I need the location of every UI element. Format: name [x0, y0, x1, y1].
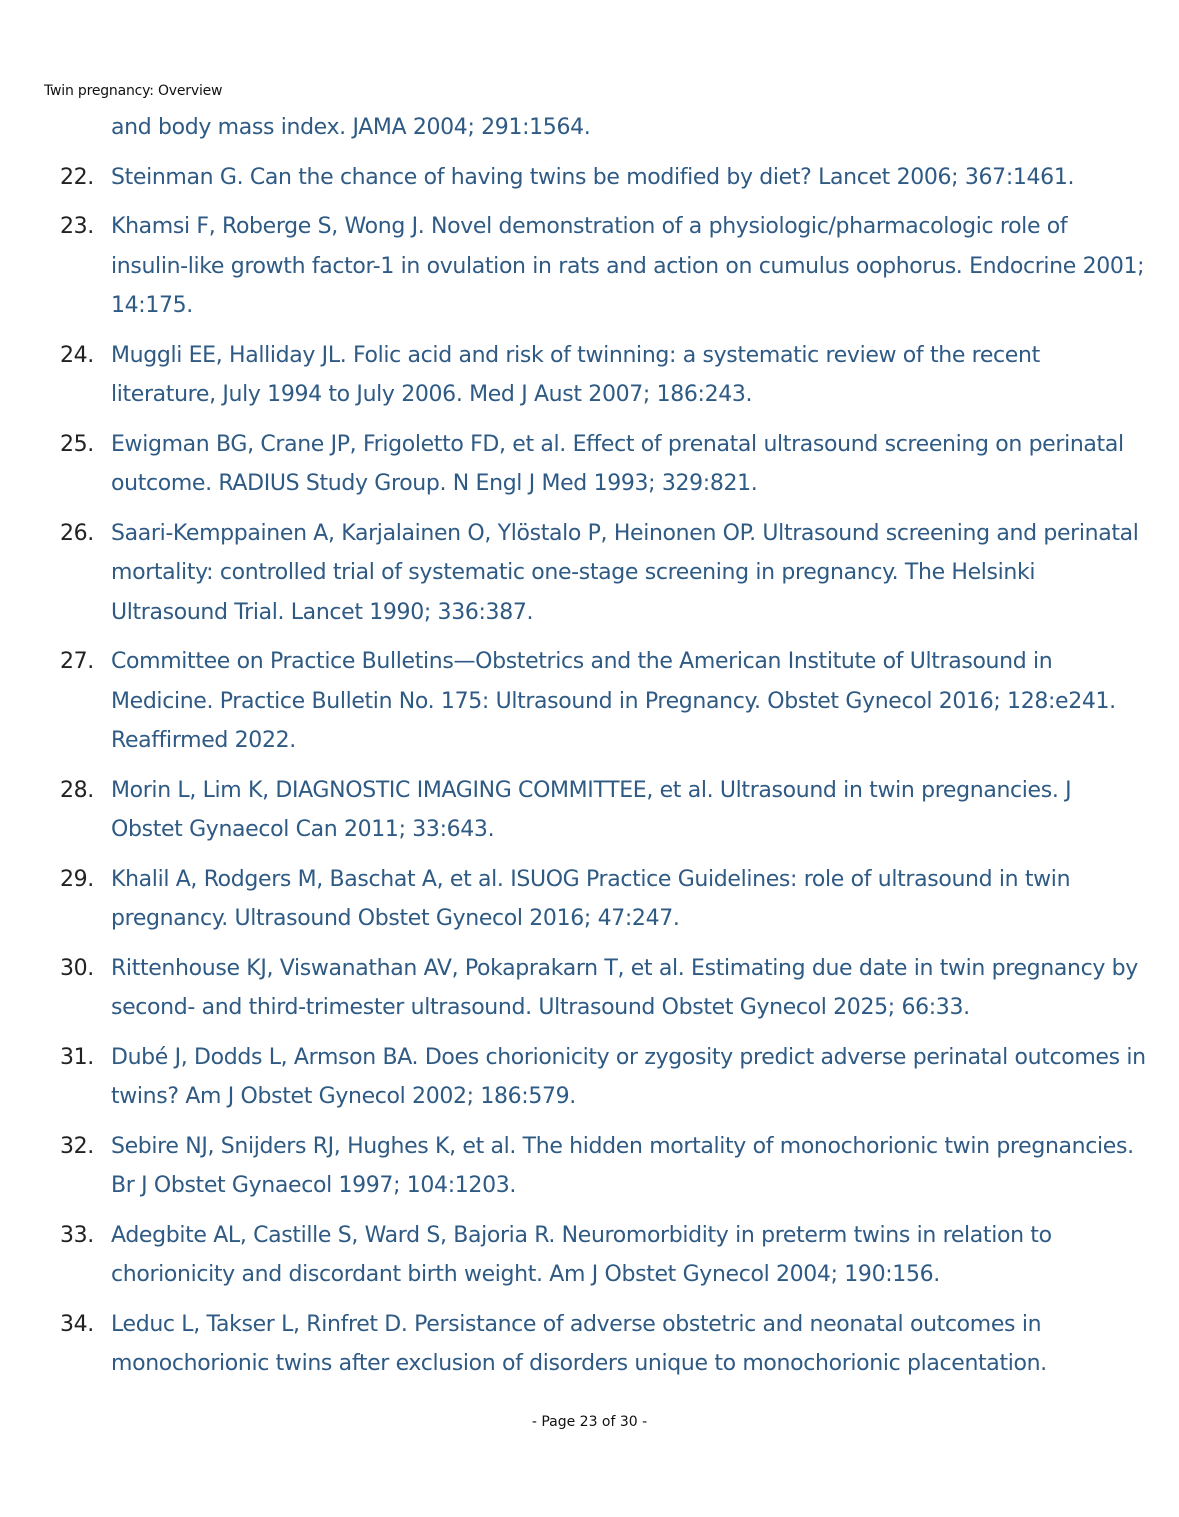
reference-link[interactable]: Morin L, Lim K, DIAGNOSTIC IMAGING COMMITTEE, et al. Ultrasound in twin pregnancies. J Obstet Gynaecol Can 2011; 33:643. — [111, 777, 1072, 842]
reference-list — [0, 108, 1179, 1394]
reference-number: 27. — [60, 649, 94, 674]
reference-link[interactable]: Steinman G. Can the chance of having twins be modified by diet? Lancet 2006; 367:1461. — [111, 164, 1075, 190]
reference-item — [0, 1127, 1179, 1206]
reference-number: 34. — [60, 1311, 94, 1337]
reference-link[interactable]: Khalil A, Rodgers M, Baschat A, et al. ISUOG Practice Guidelines: role of ultrasound in twin pregnancy. Ultrasound Obstet Gynecol 2016; 47:247. — [111, 866, 1071, 931]
reference-link[interactable]: Khamsi F, Roberge S, Wong J. Novel demonstration of a physiologic/pharmacologic role of insulin-like growth factor-1 in ovulation in rats and action on cumulus oophorus. Endocrine 2001; 14:175. — [111, 214, 1145, 318]
reference-number: 33. — [60, 1222, 94, 1248]
reference-link[interactable]: Committee on Practice Bulletins—Obstetrics and the American Institute of Ultrasound in Medicine. Practice Bulletin No. 175: Ultrasound in Pregnancy. Obstet Gynecol 2016; 128:e241. Reaffirmed 2022. — [111, 649, 1116, 753]
reference-number: 31. — [60, 1044, 94, 1070]
reference-number: 26. — [60, 520, 94, 546]
reference-item — [0, 425, 1179, 504]
running-header: Twin pregnancy: Overview — [44, 83, 223, 99]
reference-item — [0, 514, 1179, 633]
reference-item — [0, 1305, 1179, 1384]
reference-link[interactable]: Rittenhouse KJ, Viswanathan AV, Pokaprakarn T, et al. Estimating due date in twin pregnancy by second- and third-trimester ultrasound. Ultrasound Obstet Gynecol 2025; 66:33. — [111, 955, 1138, 1020]
reference-item — [0, 336, 1179, 415]
reference-number: 24. — [60, 342, 94, 368]
reference-link[interactable]: Dubé J, Dodds L, Armson BA. Does chorionicity or zygosity predict adverse perinatal outcomes in twins? Am J Obstet Gynecol 2002; 186:579. — [111, 1044, 1146, 1109]
reference-number: 23. — [60, 214, 94, 239]
reference-number: 25. — [60, 431, 94, 457]
reference-link[interactable]: Ewigman BG, Crane JP, Frigoletto FD, et al. Effect of prenatal ultrasound screening on perinatal outcome. RADIUS Study Group. N Engl J Med 1993; 329:821. — [111, 431, 1124, 496]
reference-number: 28. — [60, 777, 94, 803]
reference-link[interactable]: and body mass index. JAMA 2004; 291:1564. — [111, 115, 591, 140]
reference-item — [0, 642, 1179, 761]
reference-item — [0, 207, 1179, 326]
reference-number: 29. — [60, 866, 94, 892]
reference-number: 30. — [60, 955, 94, 981]
reference-link[interactable]: Sebire NJ, Snijders RJ, Hughes K, et al. The hidden mortality of monochorionic twin pregnancies. Br J Obstet Gynaecol 1997; 104:1203. — [111, 1133, 1134, 1198]
reference-item — [0, 949, 1179, 1028]
reference-item — [0, 860, 1179, 939]
reference-link[interactable]: Muggli EE, Halliday JL. Folic acid and risk of twinning: a systematic review of the recent literature, July 1994 to July 2006. Med J Aust 2007; 186:243. — [111, 342, 1040, 407]
reference-continuation — [0, 108, 1179, 148]
reference-link[interactable]: Adegbite AL, Castille S, Ward S, Bajoria R. Neuromorbidity in preterm twins in relation to chorionicity and discordant birth weight. Am J Obstet Gynecol 2004; 190:156. — [111, 1222, 1052, 1287]
reference-item — [0, 1216, 1179, 1295]
reference-item — [0, 771, 1179, 850]
reference-item — [0, 1038, 1179, 1117]
page-footer: - Page 23 of 30 - — [531, 1414, 648, 1430]
reference-link[interactable]: Leduc L, Takser L, Rinfret D. Persistance of adverse obstetric and neonatal outcomes in monochorionic twins after exclusion of disorders unique to monochorionic placentation. — [111, 1311, 1047, 1376]
reference-item — [0, 158, 1179, 198]
reference-link[interactable]: Saari-Kemppainen A, Karjalainen O, Ylöstalo P, Heinonen OP. Ultrasound screening and perinatal mortality: controlled trial of systematic one-stage screening in pregnancy. The Helsinki Ultrasound Trial. Lancet 1990; 336:387. — [111, 520, 1139, 625]
reference-number: 22. — [60, 164, 94, 190]
reference-number: 32. — [60, 1133, 94, 1159]
